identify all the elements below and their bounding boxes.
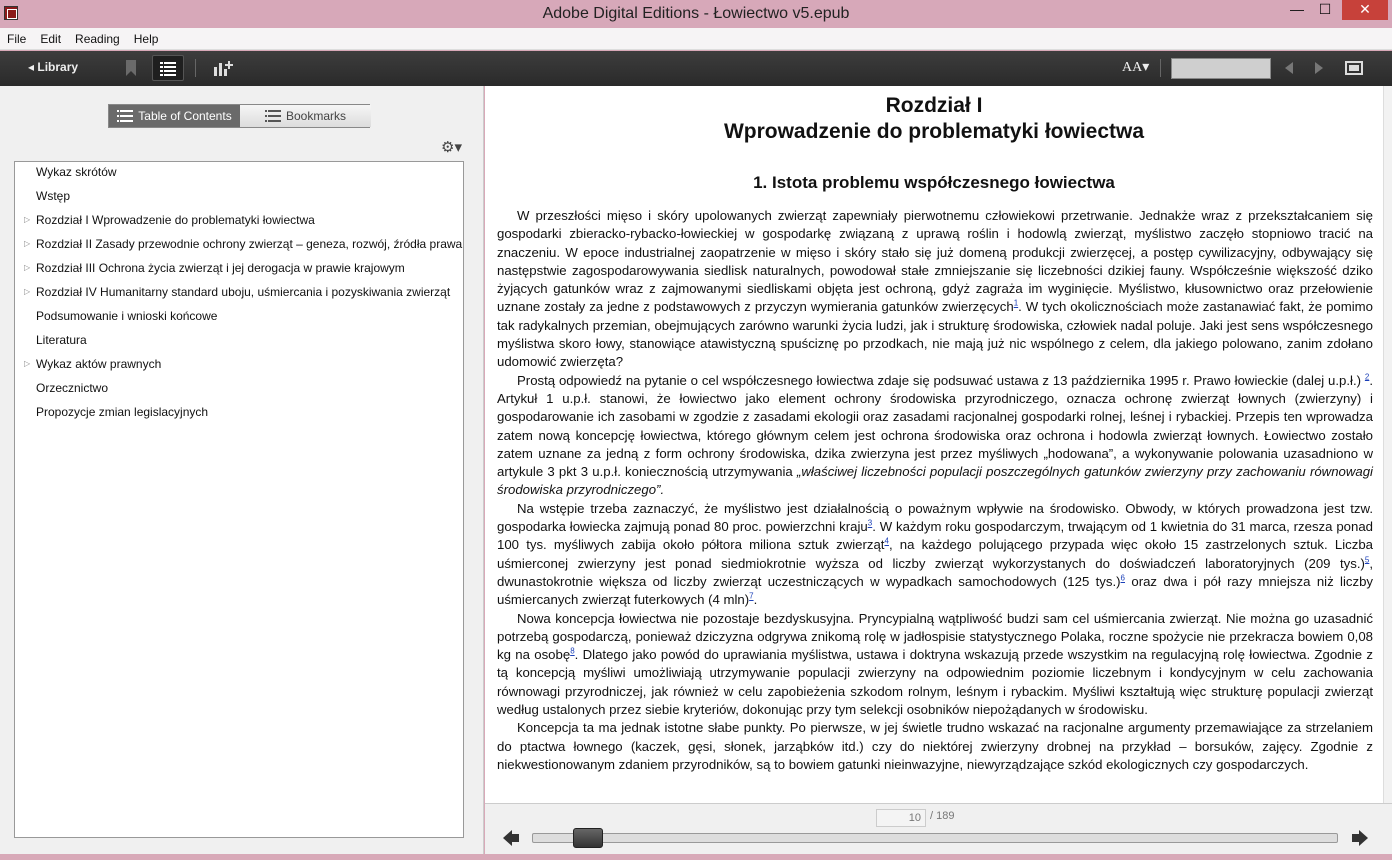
toc-list (14, 161, 464, 838)
back-arrow-icon[interactable] (502, 829, 520, 847)
expand-arrow-icon[interactable]: ▷ (24, 239, 31, 248)
toc-item[interactable]: Podsumowanie i wnioski końcowe (36, 309, 218, 323)
page-total: / 189 (930, 810, 955, 822)
forward-arrow-icon[interactable] (1351, 829, 1369, 847)
expand-arrow-icon[interactable]: ▷ (24, 215, 31, 224)
page-number-input[interactable]: 10 (876, 809, 926, 827)
toolbar (0, 51, 1392, 86)
menu-file[interactable]: File (7, 32, 27, 46)
footnote-link[interactable]: 7 (749, 591, 754, 601)
minimize-button[interactable]: — (1290, 1, 1304, 17)
progress-slider-track[interactable] (532, 833, 1338, 843)
toc-toggle-icon[interactable] (152, 55, 184, 81)
footnote-link[interactable]: 4 (884, 536, 889, 546)
close-button[interactable]: ✕ (1342, 0, 1388, 20)
expand-arrow-icon[interactable]: ▷ (24, 263, 31, 272)
toc-item[interactable]: Literatura (36, 333, 87, 347)
menu-help[interactable]: Help (133, 32, 159, 46)
toolbar-separator (1160, 59, 1161, 77)
tab-table-of-contents[interactable] (109, 105, 240, 127)
section-title: 1. Istota problemu współczesnego łowiectwa (753, 173, 1115, 192)
paragraph: Nowa koncepcja łowiectwa nie pozostaje bezdyskusyjna. Pryncypialną wątpliwość budzi sam cel uśmiercania zwierząt. Nie można go uzasadnić potrzebą gospodarczą, ponieważ dziczyzna odgrywa znikomą rolę w jadłospisie statystycznego Polaka, roczne spożycie nie przekracza bowiem 0,08 kg na osobę$^8$. Dlatego jako powód do uprawiania myślistwa, ustawa i doktryna wskazują przede wszystkim na regulacyjną rolę łowiectwa. Zgodnie z tą koncepcją myśliwi umożliwiają utrzymywanie populacji zwierzyny na odpowiednim poziomie liczebnym i kondycyjnym w celu zachowania równowagi przyrodniczej, jak również w celu zapobieżenia szkodom rolnym, leśnym i rybackim. Myśliwi kształtują więc strukturę populacji zwierząt według ustalonych przez siebie kryteriów, dokonując przy tym selekcji osobników niepożądanych w środowisku. (497, 610, 1374, 718)
prev-page-icon[interactable] (1282, 60, 1296, 76)
paragraph: Prostą odpowiedź na pytanie o cel współczesnego łowiectwa zdaje się podsuwać ustawa z 13 października 1995 r. Prawo łowieckie (dalej u.p.ł.) $^2$. Artykuł 1 u.p.ł. stanowi, że łowiectwo jako element ochrony środowiska przyrodniczego, oznacza ochronę zwierząt łownych (zwierzyny) i gospodarowanie ich zasobami w zgodzie z zasadami ekologii oraz zasadami racjonalnej gospodarki rolnej, leśnej i rybackiej. Przepis ten wprowadza zatem nową koncepcję łowiectwa, którego głównym celem jest ochrona środowiska oraz ochrona i hodowla zwierząt łownych. Łowiectwo zostało zatem uznane za jedną z form ochrony środowiska, dzika zwierzyna jest przez myśliwych „hodowana”, a wykonywanie polowania uzasadniono w artykule 3 pkt 3 u.p.ł. koniecznością utrzymywania „właściwej liczebności populacji poszczególnych gatunków zwierzyny przy zachowaniu równowagi środowiska przyrodniczego”. (497, 372, 1373, 498)
book-text (497, 207, 1373, 774)
reader-scrollbar[interactable] (1383, 86, 1392, 803)
chapter-number: Rozdział I (885, 94, 983, 117)
toc-item[interactable]: Wykaz skrótów (36, 165, 117, 179)
paragraph: W przeszłości mięso i skóry upolowanych zwierząt zapewniały pierwotnemu człowiekowi przetrwanie. Jednakże wraz z przekształcaniem się gospodarki zbieracko-rybacko-łowieckiej w gospodarkę związaną z uprawą roślin i hodowlą zwierząt, myślistwo zaczęło stopniowo tracić na znaczeniu. W epoce industrialnej zaopatrzenie w mięso i skóry stało się już domeną produkcji zwierzęcej, a postęp cywilizacyjny, odbywający się następstwie zagospodarowywania siedlisk naturalnych, powodował stałe zmniejszanie się liczebności dzikiej fauny. Współcześnie większość dziko żyjących gatunków wraz z zajmowanymi siedliskami objęta jest ochroną, gdyż zagraża im wyginięcie. Myślistwo, kłusownictwo oraz przełowienie uznane zostały za jedne z podstawowych z przyczyn wymierania gatunków zwierzęcych$^1$. W tych okolicznościach może zastanawiać fakt, że pomimo tak radykalnych przemian, obejmujących zarówno warunki życia ludzi, jak i strukturę środowiska, człowiek nadal poluje. Jaki jest sens współczesnego myślistwa skoro łowy, stanowiące atawistyczną spuściznę po przodkach, nie mają już nic wspólnego z celem, dla jakiego polowano, zanim zdołano udomowić zwierzęta? (497, 208, 1373, 370)
library-button[interactable]: ◂ Library (28, 60, 79, 74)
toc-item[interactable]: ▷ Rozdział I Wprowadzenie do problematyki łowiectwa (15, 210, 463, 234)
reading-pane (485, 86, 1383, 803)
menu-edit[interactable]: Edit (40, 32, 62, 46)
font-size-button[interactable]: AA▾ (1122, 60, 1150, 75)
toc-item[interactable]: ▷ Rozdział IV Humanitarny standard uboju, uśmiercania i pozyskiwania zwierząt (15, 282, 463, 306)
tab-label: Table of Contents (138, 109, 232, 123)
tab-label: Bookmarks (285, 109, 347, 123)
sidebar-tabs (108, 104, 370, 128)
expand-arrow-icon[interactable]: ▷ (24, 287, 31, 296)
menu-bar (0, 28, 1392, 50)
toc-item[interactable]: ▷ Wykaz aktów prawnych (15, 354, 463, 378)
gear-icon[interactable]: ⚙▾ (441, 139, 462, 156)
maximize-button[interactable]: ☐ (1318, 1, 1332, 17)
paragraph: Na wstępie trzeba zaznaczyć, że myślistwo jest działalnością o poważnym wpływie na środowisko. Obwody, w których prowadzona jest tzw. gospodarka łowiecka zajmują ponad 80 proc. powierzchni kraju$^3$. W każdym roku gospodarczym, trwającym od 1 kwietnia do 31 marca, rzesza ponad 100 tys. myśliwych zabija około półtora miliona sztuk zwierząt$^4$, na każdego polującego przypada więc około 15 zastrzelonych sztuk. Liczba uśmierconej zwierzyny jest ponad siedmiokrotnie wyższa od liczby zwierząt wykorzystanych do doświadczeń laboratoryjnych (209 tys.)$^5$, dwunastokrotnie większa od liczby zwierząt uczestniczących w wypadkach samochodowych (125 tys.)$^6$ oraz dwa i pół razy mniejsza niż liczby uśmiercanych zwierząt futerkowych (4 mln)$^7$. (497, 500, 1374, 608)
bookmarks-list-icon (265, 110, 281, 122)
menu-reading[interactable]: Reading (75, 32, 120, 46)
bar-chart-icon[interactable] (212, 59, 234, 77)
toc-item[interactable]: Propozycje zmian legislacyjnych (36, 405, 209, 419)
footnote-link[interactable]: 2 (1364, 372, 1370, 382)
footnote-link[interactable]: 8 (570, 646, 575, 656)
tab-bookmarks[interactable] (240, 105, 371, 127)
next-page-icon[interactable] (1312, 60, 1326, 76)
footnote-link[interactable]: 1 (1013, 299, 1019, 309)
chapter-title: Wprowadzenie do problematyki łowiectwa (723, 120, 1145, 143)
toc-item[interactable]: Wstęp (36, 189, 71, 203)
page-navigation (485, 803, 1392, 854)
title-bar (0, 0, 1392, 28)
bookmark-icon[interactable] (122, 58, 140, 78)
sidebar (0, 86, 484, 854)
list-icon (117, 110, 133, 122)
paragraph: Koncepcja ta ma jednak istotne słabe punkty. Po pierwsze, w jej świetle trudno wskazać na racjonalne argumenty przemawiające za strzelaniem do ptactwa łownego (kaczek, gęsi, słonek, jarząbków itd.) czy do niektórej zwierzyny drobnej na przykład – borsuków, zajęcy. Zgodnie z niekwestionowanym zdaniem przyrodników, są to bowiem gatunki nieinwazyjne, niewyrządzające szkód ekologicznych czy gospodarczych. (497, 720, 1373, 772)
footnote-link[interactable]: 5 (1364, 555, 1370, 565)
footnote-link[interactable]: 6 (1120, 573, 1125, 583)
window-title: Adobe Digital Editions - Łowiectwo v5.epub (542, 5, 850, 22)
footnote-link[interactable]: 3 (867, 518, 873, 528)
window-frame-bottom (0, 854, 1392, 860)
expand-arrow-icon[interactable]: ▷ (24, 359, 31, 368)
toc-item[interactable]: ▷ Rozdział III Ochrona życia zwierząt i jej derogacja w prawie krajowym (15, 258, 463, 282)
toc-item[interactable]: ▷ Rozdział II Zasady przewodnie ochrony zwierząt – geneza, rozwój, źródła prawa (15, 234, 463, 258)
toolbar-separator (195, 59, 196, 77)
toc-item[interactable]: Orzecznictwo (36, 381, 109, 395)
fullscreen-icon[interactable] (1344, 59, 1364, 77)
progress-slider-thumb[interactable] (573, 828, 603, 848)
search-input[interactable] (1171, 58, 1271, 79)
